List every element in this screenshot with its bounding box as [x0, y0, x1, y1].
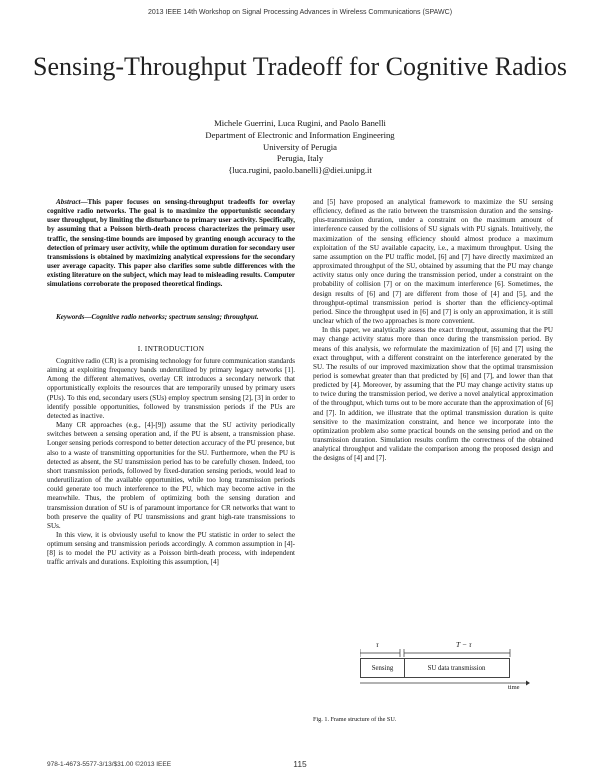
figure-caption: Fig. 1. Frame structure of the SU.	[313, 716, 397, 723]
keywords	[47, 313, 295, 322]
t-minus-tau-label: T − τ	[456, 640, 472, 649]
keywords-text: —Cognitive radio networks; spectrum sensing; throughput.	[84, 313, 259, 321]
author-department: Department of Electronic and Information Engineering	[205, 129, 395, 140]
introduction-left-column	[47, 357, 295, 568]
abstract	[47, 198, 295, 290]
keywords-label: Keywords	[56, 313, 85, 321]
data-transmission-box: SU data transmission	[404, 658, 510, 678]
abstract-label: Abstract	[56, 198, 81, 206]
abstract-text: —This paper focuses on sensing-throughput tradeoffs for overlay cognitive radio networks. The goal is to maximize the opportunistic secondary user throughput, by limiting the disturbance to primary user activity. Specifically, by assuming that a Poisson birth-death process characterizes the primary user traffic, the sensing-time bounds are imposed by granting enough accuracy to the detection of primary user activity, while the optimum duration for secondary user transmissions is obtained by maximizing analytical expressions for the secondary user average capacity. This paper also clarifies some subtle differences with the existing literature on the subject, which may lead to misleading results. Computer simulations corroborate the proposed theoretical findings.	[47, 198, 295, 289]
introduction-right-column	[313, 198, 553, 464]
author-names: Michele Guerrini, Luca Rugini, and Paolo Banelli	[214, 118, 386, 128]
author-university: University of Perugia	[263, 141, 337, 152]
conference-header: 2013 IEEE 14th Workshop on Signal Processing Advances in Wireless Communications (SPAWC)	[147, 9, 453, 16]
tau-label: τ	[376, 640, 379, 649]
page-number: 115	[293, 759, 307, 769]
frame-structure-figure	[360, 640, 530, 692]
paper-title: Sensing-Throughput Tradeoff for Cognitive Radios	[33, 52, 567, 81]
author-city: Perugia, Italy	[276, 153, 324, 164]
section-heading: I. INTRODUCTION	[137, 344, 205, 353]
isbn-footer: 978-1-4673-5577-3/13/$31.00 ©2013 IEEE	[47, 761, 172, 768]
paragraph: and [5] have proposed an analytical framework to maximize the SU sensing efficiency, defined as the ratio between the transmission duration and the sensing-plus-transmission duration, under a constraint on the maximum amount of interference caused by the collisions of SU signals with PU signals. Intuitively, the maximization of the sensing efficiency should almost produce a maximum exploitation of the SU available capacity, i.e., a maximum throughput. Using the same assumption on the PU traffic model, [6] and [7] have directly maximized an approximated throughput of the SU, obtained by assuming that the PU may change activity status only once during the transmission period, under a constraint on the probability of collision [7] or on the maximum interference [6]. Sometimes, the design results of [6] and [7] are different from those of [4] and [5], and the throughput-optimal transmission period is shorter than the efficiency-optimal period. Since the throughput used in [6] and [7] is only an approximation, it is still unclear which of the two approaches is more convenient.	[313, 198, 553, 326]
paragraph: In this paper, we analytically assess the exact throughput, assuming that the PU may change activity status more than once during the transmission period. By means of this analysis, we reformulate the maximization of [6] and [7] using the exact throughput, with a different constraint on the interference generated by the SU. The results of our improved maximization show that the optimal transmission period is somewhat greater than that predicted by [6] and [7], and lower than that predicted by [4]. Moreover, by assuming that the PU may change activity status up to twice during the transmission period, we derive a novel analytical approximation of the throughput, which turns out to be more accurate than the approximation of [6] and [7]. In addition, we illustrate that the optimal transmission duration is quite sensitive to the maximization constraint, and hence we incorporate into the optimization problem also some practical bounds on the sensing period and on the transmission duration. Simulation results confirm the correctness of the obtained analytical throughput and validate the comparison among the proposed design and the designs of [4] and [7].	[313, 326, 553, 463]
author-email: {luca.rugini, paolo.banelli}@diei.unipg.it	[228, 165, 372, 176]
author-block	[0, 118, 600, 177]
paragraph: In this view, it is obviously useful to know the PU statistic in order to select the optimum sensing and transmission periods accordingly. A common assumption in [4]-[8] is to model the PU activity as a Poisson birth-death process, with independent traffic arrivals and durations. Exploiting this assumption, [4]	[47, 530, 295, 567]
paragraph: Cognitive radio (CR) is a promising technology for future communication standards aiming at exploiting frequency bands underutilized by primary legacy networks [1]. Among the different alternatives, overlay CR introduces a secondary network that opportunistically exploits the resources that are temporarily unused by primary users (PUs). To this end, secondary users (SUs) employ spectrum sensing [2], [3] in order to identify possible opportunities, followed by transmission periods if the PUs are detected as inactive.	[47, 357, 295, 420]
time-label: time	[508, 684, 520, 691]
sensing-box: Sensing	[360, 658, 405, 678]
paragraph: Many CR approaches (e.g., [4]-[9]) assume that the SU activity periodically switches between a sensing operation and, if the PU is absent, a transmission phase. Longer sensing periods correspond to better detection accuracy of the PU presence, but also to a waste of transmitting opportunities for the SU. Furthermore, when the PU is detected as absent, the SU transmission period has to be carefully chosen. Indeed, too short transmission periods, followed by fixed-duration sensing periods, would lead to underutilization of the available opportunities, while too long transmission periods could generate too much interference to the PU, which may become active in the meanwhile. Thus, the problem of optimizing both the sensing duration and transmission duration of SU is of paramount importance for CR networks that want to both preserve the quality of PU transmissions and grant high-rate transmissions to SUs.	[47, 421, 295, 530]
